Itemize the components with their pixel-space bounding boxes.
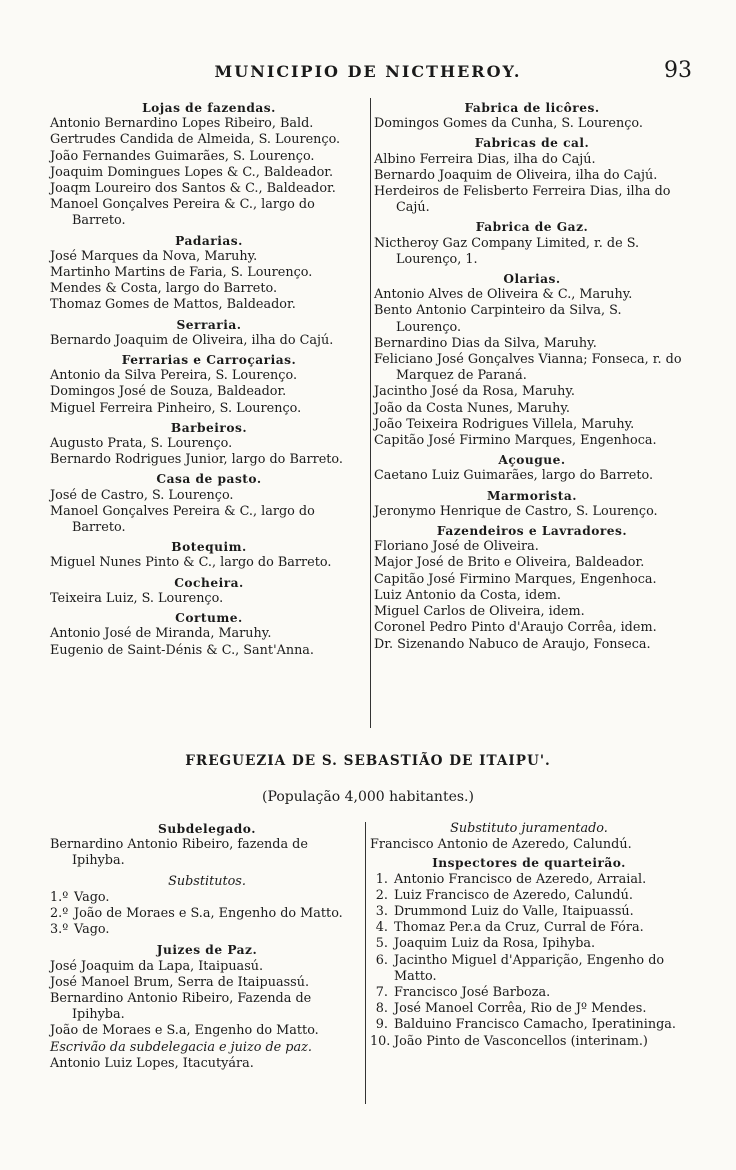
- entry: José de Castro, S. Lourenço.: [50, 487, 234, 503]
- section-heading: Fazendeiros e Lavradores.: [436, 524, 628, 539]
- entry: Manoel Gonçalves Pereira & C., largo do Barreto.: [50, 197, 315, 229]
- section-heading: Padarias.: [175, 233, 243, 248]
- right-column-top: [374, 100, 690, 653]
- numbered-entry: [370, 1017, 688, 1033]
- numbered-entry: [370, 953, 688, 985]
- section-heading: Subdelegado.: [158, 822, 256, 836]
- entry-text: José Manoel Corrêa, Rio de Jº Mendes.: [394, 1001, 647, 1017]
- entry-text: Vago.: [74, 922, 110, 938]
- entry-text: Thomaz Per.a da Cruz, Curral de Fóra.: [394, 920, 644, 936]
- entry-text: Jacintho Miguel d'Apparição, Engenho do Matto.: [394, 952, 665, 984]
- entry-text: Francisco José Barboza.: [394, 985, 551, 1001]
- entry: José Manoel Brum, Serra de Itaipuassú.: [50, 974, 310, 990]
- entry: Antonio Luiz Lopes, Itacutyára.: [50, 1055, 254, 1071]
- page-number: 93: [664, 58, 692, 83]
- entry-text: Balduino Francisco Camacho, Iperatininga.: [394, 1017, 677, 1033]
- left-column-top: [50, 100, 368, 659]
- page-title: MUNICIPIO DE NICTHEROY.: [214, 62, 522, 81]
- numbered-entry: [370, 1034, 688, 1050]
- entry: José Joaquim da Lapa, Itaipuasú.: [50, 958, 264, 974]
- substitutos-list: [50, 890, 364, 939]
- entry: Antonio Bernardino Lopes Ribeiro, Bald.: [50, 116, 314, 132]
- section-heading: Fabrica de Gaz.: [475, 220, 589, 235]
- entry: Bernardino Antonio Ribeiro, Fazenda de Ipihyba.: [50, 991, 312, 1023]
- numbered-entry: [370, 904, 688, 920]
- entry-number: 4.: [375, 920, 388, 936]
- entry-number: 3.º: [50, 922, 69, 938]
- numbered-entry: [50, 922, 364, 938]
- section-heading: Marmorista.: [486, 488, 577, 503]
- entry: Bernardo Joaquim de Oliveira, ilha do Cajú.: [374, 167, 658, 183]
- entry: João Teixeira Rodrigues Villela, Maruhy.: [374, 416, 635, 432]
- entry: Nictheroy Gaz Company Limited, r. de S. Lourenço, 1.: [374, 235, 640, 267]
- entry: Jacintho José da Rosa, Maruhy.: [374, 384, 575, 400]
- entry-text: João Pinto de Vasconcellos (interinam.): [394, 1033, 648, 1049]
- entry-text: Luiz Francisco de Azeredo, Calundú.: [394, 887, 633, 903]
- entry-number: 2.: [375, 887, 388, 903]
- entry: Joaqm Loureiro dos Santos & C., Baldeador.: [50, 181, 336, 197]
- column-divider-bottom: [365, 822, 366, 1104]
- section-heading: Substituto juramentado.: [450, 821, 608, 836]
- entry: Augusto Prata, S. Lourenço.: [50, 436, 233, 452]
- section-heading: Olarias.: [503, 272, 561, 287]
- entry: Joaquim Domingues Lopes & C., Baldeador.: [50, 164, 334, 180]
- entry: Francisco Antonio de Azeredo, Calundú.: [370, 837, 632, 853]
- entry: Feliciano José Gonçalves Vianna; Fonseca, r. do Marquez de Paraná.: [374, 352, 682, 384]
- section-heading: Botequim.: [171, 540, 247, 555]
- entry: Dr. Sizenando Nabuco de Araujo, Fonseca.: [374, 636, 651, 652]
- section-heading: Açougue.: [498, 453, 566, 468]
- entry-number: 8.: [375, 1001, 388, 1017]
- entry: João da Costa Nunes, Maruhy.: [374, 400, 570, 416]
- section-heading: Substitutos.: [168, 873, 246, 889]
- entry-number: 1.: [375, 871, 388, 887]
- entry: Luiz Antonio da Costa, idem.: [374, 587, 561, 603]
- section-heading: Cortume.: [175, 611, 243, 626]
- entry-text: Antonio Francisco de Azeredo, Arraial.: [394, 871, 647, 887]
- section-heading: Serraria.: [176, 317, 242, 332]
- numbered-entry: [50, 906, 364, 922]
- entry-text: Vago.: [74, 889, 110, 905]
- section-heading: Juizes de Paz.: [156, 943, 258, 958]
- entry: Mendes & Costa, largo do Barreto.: [50, 281, 278, 297]
- entry: Floriano José de Oliveira.: [374, 539, 539, 555]
- section-heading: Escrivão da subdelegacia e juizo de paz.: [50, 1039, 312, 1055]
- entry: Martinho Martins de Faria, S. Lourenço.: [50, 265, 313, 281]
- entry: Bento Antonio Carpinteiro da Silva, S. Lourenço.: [374, 303, 622, 335]
- entry-number: 1.º: [50, 889, 69, 905]
- section-heading: Barbeiros.: [170, 420, 248, 435]
- entry: Herdeiros de Felisberto Ferreira Dias, ilha do Cajú.: [374, 184, 671, 216]
- entry: Antonio Alves de Oliveira & C., Maruhy.: [374, 287, 633, 303]
- entry: Bernardino Antonio Ribeiro, fazenda de Ipihyba.: [50, 837, 308, 869]
- juizes-list: [50, 959, 364, 1040]
- numbered-entry: [370, 1001, 688, 1017]
- entry: Caetano Luiz Guimarães, largo do Barreto.: [374, 468, 654, 484]
- numbered-entry: [370, 872, 688, 888]
- entry: José Marques da Nova, Maruhy.: [50, 248, 258, 264]
- section-heading: Fabricas de cal.: [474, 136, 590, 151]
- right-column-bottom: [370, 821, 688, 1050]
- entry-text: João de Moraes e S.a, Engenho do Matto.: [74, 906, 343, 922]
- numbered-entry: [370, 985, 688, 1001]
- entry: Capitão José Firmino Marques, Engenhoca.: [374, 433, 657, 449]
- numbered-entry: [50, 890, 364, 906]
- entry: Bernardino Dias da Silva, Maruhy.: [374, 335, 597, 351]
- inspectores-list: [370, 872, 688, 1050]
- entry: Jeronymo Henrique de Castro, S. Lourenço.: [374, 503, 658, 519]
- entry: João de Moraes e S.a, Engenho do Matto.: [50, 1023, 319, 1039]
- section-heading: Casa de pasto.: [156, 472, 262, 487]
- entry: Miguel Carlos de Oliveira, idem.: [374, 604, 585, 620]
- numbered-entry: [370, 920, 688, 936]
- entry: Domingos Gomes da Cunha, S. Lourenço.: [374, 116, 643, 132]
- entry: Bernardo Rodrigues Junior, largo do Barreto.: [50, 452, 343, 468]
- population-line: (População 4,000 habitantes.): [262, 789, 474, 805]
- entry: Miguel Ferreira Pinheiro, S. Lourenço.: [50, 400, 302, 416]
- section-heading: Lojas de fazendas.: [142, 101, 276, 115]
- entry: Bernardo Joaquim de Oliveira, ilha do Cajú.: [50, 332, 334, 348]
- entry: Albino Ferreira Dias, ilha do Cajú.: [374, 151, 596, 167]
- column-divider-top: [370, 98, 371, 728]
- section-heading: Fabrica de licôres.: [464, 101, 600, 115]
- entry-text: Joaquim Luiz da Rosa, Ipihyba.: [394, 936, 596, 952]
- numbered-entry: [370, 888, 688, 904]
- entry: Antonio da Silva Pereira, S. Lourenço.: [50, 368, 298, 384]
- entry-number: 2.º: [50, 906, 69, 922]
- section-heading: Cocheira.: [174, 575, 244, 590]
- entry: Gertrudes Candida de Almeida, S. Lourenço.: [50, 132, 341, 148]
- entry-number: 7.: [375, 985, 388, 1001]
- entry-number: 6.: [375, 952, 388, 968]
- section-heading: Ferrarias e Carroçarias.: [121, 353, 297, 368]
- entry-number: 9.: [375, 1017, 388, 1033]
- parish-title: FREGUEZIA DE S. SEBASTIÃO DE ITAIPU'.: [185, 753, 551, 769]
- entry: Coronel Pedro Pinto d'Araujo Corrêa, idem.: [374, 620, 657, 636]
- entry: Miguel Nunes Pinto & C., largo do Barreto.: [50, 555, 332, 571]
- entry: Teixeira Luiz, S. Lourenço.: [50, 590, 224, 606]
- entry-number: 5.: [375, 936, 388, 952]
- section-heading: Inspectores de quarteirão.: [432, 856, 626, 871]
- entry: Manoel Gonçalves Pereira & C., largo do Barreto.: [50, 503, 315, 536]
- entry: Capitão José Firmino Marques, Engenhoca.: [374, 571, 657, 587]
- entry: Thomaz Gomes de Mattos, Baldeador.: [50, 297, 296, 313]
- left-column-bottom: [50, 821, 364, 1072]
- numbered-entry: [370, 936, 688, 952]
- entry: Domingos José de Souza, Baldeador.: [50, 384, 287, 400]
- entry-number: 10.: [370, 1033, 391, 1049]
- entry: Eugenio de Saint-Dénis & C., Sant'Anna.: [50, 642, 315, 658]
- entry: Antonio José de Miranda, Maruhy.: [50, 626, 272, 642]
- entry-number: 3.: [375, 904, 388, 920]
- entry: Major José de Brito e Oliveira, Baldeador.: [374, 555, 645, 571]
- entry: João Fernandes Guimarães, S. Lourenço.: [50, 148, 315, 164]
- entry-text: Drummond Luiz do Valle, Itaipuassú.: [394, 904, 634, 920]
